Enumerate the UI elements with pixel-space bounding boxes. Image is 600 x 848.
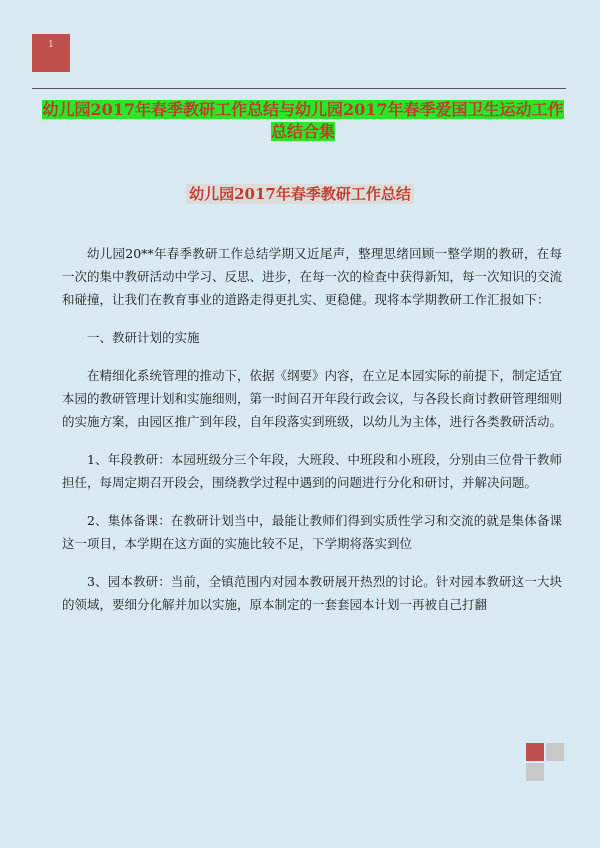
paragraph-2: 在精细化系统管理的推动下，依据《纲要》内容，在立足本园实际的前提下，制定适宜本园的教研管理计划和实施细则，第一时间召开年段行政会议，与各段长商讨教研管理细则的实施方案，由园区推广到年段，自年段落实到班级，以幼儿为主体，进行各类教研活动。	[62, 368, 563, 429]
document-title-text: 幼儿园2017年春季教研工作总结与幼儿园2017年春季爱国卫生运动工作总结合集	[42, 100, 564, 141]
paragraph-4: 2、集体备课：在教研计划当中，最能让教师们得到实质性学习和交流的就是集体备课这一项目，本学期在这方面的实施比较不足，下学期将落实到位	[62, 513, 562, 551]
section-title	[0, 184, 600, 204]
paragraph-heading-1: 一、教研计划的实施	[87, 330, 200, 345]
document-body	[62, 242, 562, 631]
paragraph-3: 1、年段教研：本园班级分三个年段，大班段、中班段和小班段，分别由三位骨干教师担任，每周定期召开段会，围绕教学过程中遇到的问题进行分化和研讨，并解决问题。	[62, 452, 562, 490]
section-title-text: 幼儿园2017年春季教研工作总结	[186, 184, 414, 204]
page-number-badge	[32, 34, 70, 72]
paragraph-5: 3、园本教研：当前，全镇范围内对园本教研展开热烈的讨论。针对园本教研这一大块的领域，要细分化解并加以实施，原本制定的一套套园本计划一再被自己打翻	[62, 574, 562, 612]
corner-decoration-gray	[526, 763, 544, 781]
paragraph-intro: 幼儿园20**年春季教研工作总结学期又近尾声，整理思绪回顾一整学期的教研，在每一次的集中教研活动中学习、反思、进步，在每一次的检查中获得新知，每一次知识的交流和碰撞，让我们在教育事业的道路走得更扎实、更稳健。现将本学期教研工作汇报如下：	[62, 246, 563, 307]
document-title	[38, 99, 568, 143]
corner-decoration-red	[526, 743, 544, 761]
corner-decoration-gray	[546, 743, 564, 761]
page-number: 1	[48, 40, 54, 50]
header-divider	[32, 88, 566, 89]
